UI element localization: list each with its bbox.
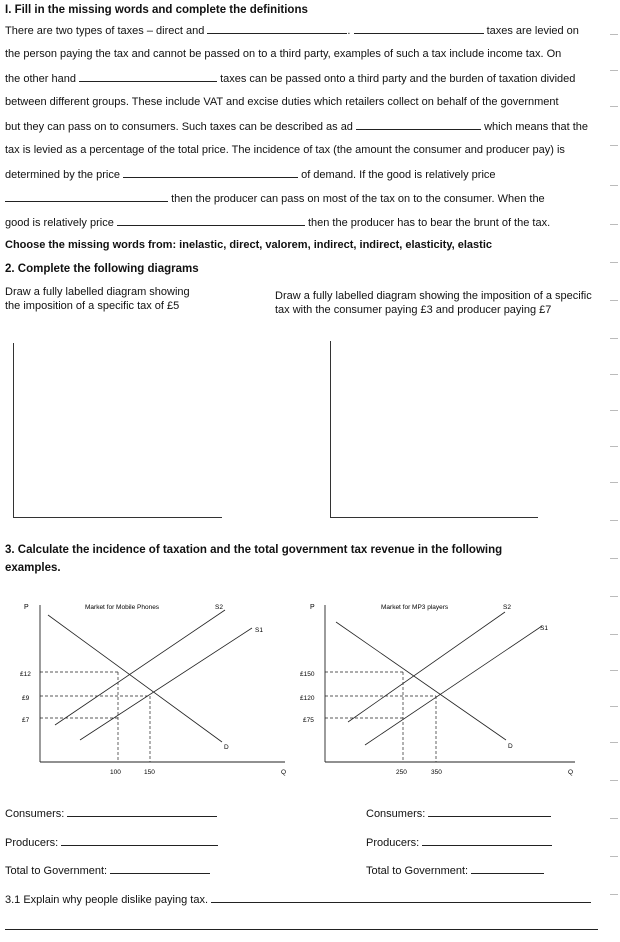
c2-consumers-blank[interactable] (428, 806, 551, 817)
s1-line6: tax is levied as a percentage of the total price. The incidence of tax (the amount the consumer and producer pay) is (5, 144, 565, 156)
c1-tick-x1: 100 (110, 769, 121, 776)
c1-demand-line (48, 615, 222, 742)
chart-mp3-players (300, 590, 590, 790)
c2-total-blank[interactable] (471, 863, 544, 874)
c1-consumers-blank[interactable] (67, 806, 217, 817)
c1-consumers-row: Consumers: (5, 806, 217, 820)
c2-tick-y2: £120 (300, 695, 315, 702)
blank-4[interactable] (356, 119, 481, 130)
c1-tick-y3: £7 (22, 717, 30, 724)
c1-tick-y1: £12 (20, 671, 31, 678)
c2-producers-row: Producers: (366, 835, 552, 849)
c1-producers-row: Producers: (5, 835, 218, 849)
s1-line7: determined by the price of demand. If the good is relatively price (5, 169, 496, 181)
drawing-area-1[interactable] (13, 343, 222, 518)
c1-producers-blank[interactable] (61, 835, 218, 846)
s1-line5: but they can pass on to consumers. Such taxes can be described as ad which means that the (5, 121, 589, 133)
c2-consumers-row: Consumers: (366, 806, 551, 820)
diagram2-instruction: Draw a fully labelled diagram showing the imposition of a specific tax with the consumer paying £3 and producer paying £7 (275, 290, 592, 316)
word-bank: Choose the missing words from: inelastic, direct, valorem, indirect, indirect, elasticity, elastic (5, 239, 492, 251)
s1-line2: the person paying the tax and cannot be passed on to a third party, examples of such a tax include income tax. On (5, 48, 562, 60)
blank-2[interactable] (354, 23, 484, 34)
section2-heading: 2. Complete the following diagrams (5, 263, 199, 275)
c1-total-row: Total to Government: (5, 863, 210, 877)
c1-s2-label: S2 (215, 604, 223, 611)
s1-line3: the other hand taxes can be passed onto a third party and the burden of taxation divided (5, 73, 576, 85)
c1-s1-line (80, 628, 252, 740)
c2-title: Market for MP3 players (381, 604, 449, 611)
s1-line4: between different groups. These include VAT and excise duties which retailers collect on behalf of the government (5, 96, 559, 108)
blank-7[interactable] (117, 215, 305, 226)
q31-answer-line[interactable] (5, 929, 598, 930)
blank-5[interactable] (123, 167, 298, 178)
q31-blank[interactable] (211, 892, 591, 903)
blank-3[interactable] (79, 71, 217, 82)
c2-producers-blank[interactable] (422, 835, 552, 846)
c1-q-label: Q (281, 769, 287, 776)
c1-p-label: P (24, 604, 29, 611)
drawing-area-2[interactable] (330, 341, 538, 518)
c2-q-label: Q (568, 769, 574, 776)
c1-title: Market for Mobile Phones (85, 604, 160, 611)
c2-p-label: P (310, 604, 315, 611)
section3-heading-cont: examples. (5, 562, 61, 574)
c2-tick-x1: 250 (396, 769, 407, 776)
c2-s1-line (365, 626, 542, 745)
chart-mobile-phones (0, 590, 300, 790)
blank-6[interactable] (5, 191, 168, 202)
s1-line8: then the producer can pass on most of the tax on to the consumer. When the (5, 191, 545, 206)
section3-heading: 3. Calculate the incidence of taxation and the total government tax revenue in the following (5, 544, 503, 556)
c1-total-blank[interactable] (110, 863, 210, 874)
c2-tick-y3: £75 (303, 717, 314, 724)
c2-s1-label: S1 (540, 625, 548, 632)
section1-heading: I. Fill in the missing words and complete the definitions (5, 4, 308, 16)
c2-tick-y1: £150 (300, 671, 315, 678)
c2-d-label: D (508, 743, 513, 750)
q31-row: 3.1 Explain why people dislike paying tax. (5, 892, 591, 906)
c2-total-row: Total to Government: (366, 863, 544, 877)
c2-tick-x2: 350 (431, 769, 442, 776)
c1-s2-line (55, 610, 225, 725)
blank-1[interactable] (207, 23, 347, 34)
c2-demand-line (336, 622, 506, 740)
c1-s1-label: S1 (255, 627, 263, 634)
c1-tick-y2: £9 (22, 695, 30, 702)
c1-tick-x2: 150 (144, 769, 155, 776)
diagram1-instruction: Draw a fully labelled diagram showing the imposition of a specific tax of £5 (5, 286, 190, 312)
c1-d-label: D (224, 744, 229, 751)
c2-s2-label: S2 (503, 604, 511, 611)
s1-line1: There are two types of taxes – direct and . taxes are levied on (5, 25, 579, 37)
s1-line9: good is relatively price then the producer has to bear the brunt of the tax. (5, 217, 551, 229)
